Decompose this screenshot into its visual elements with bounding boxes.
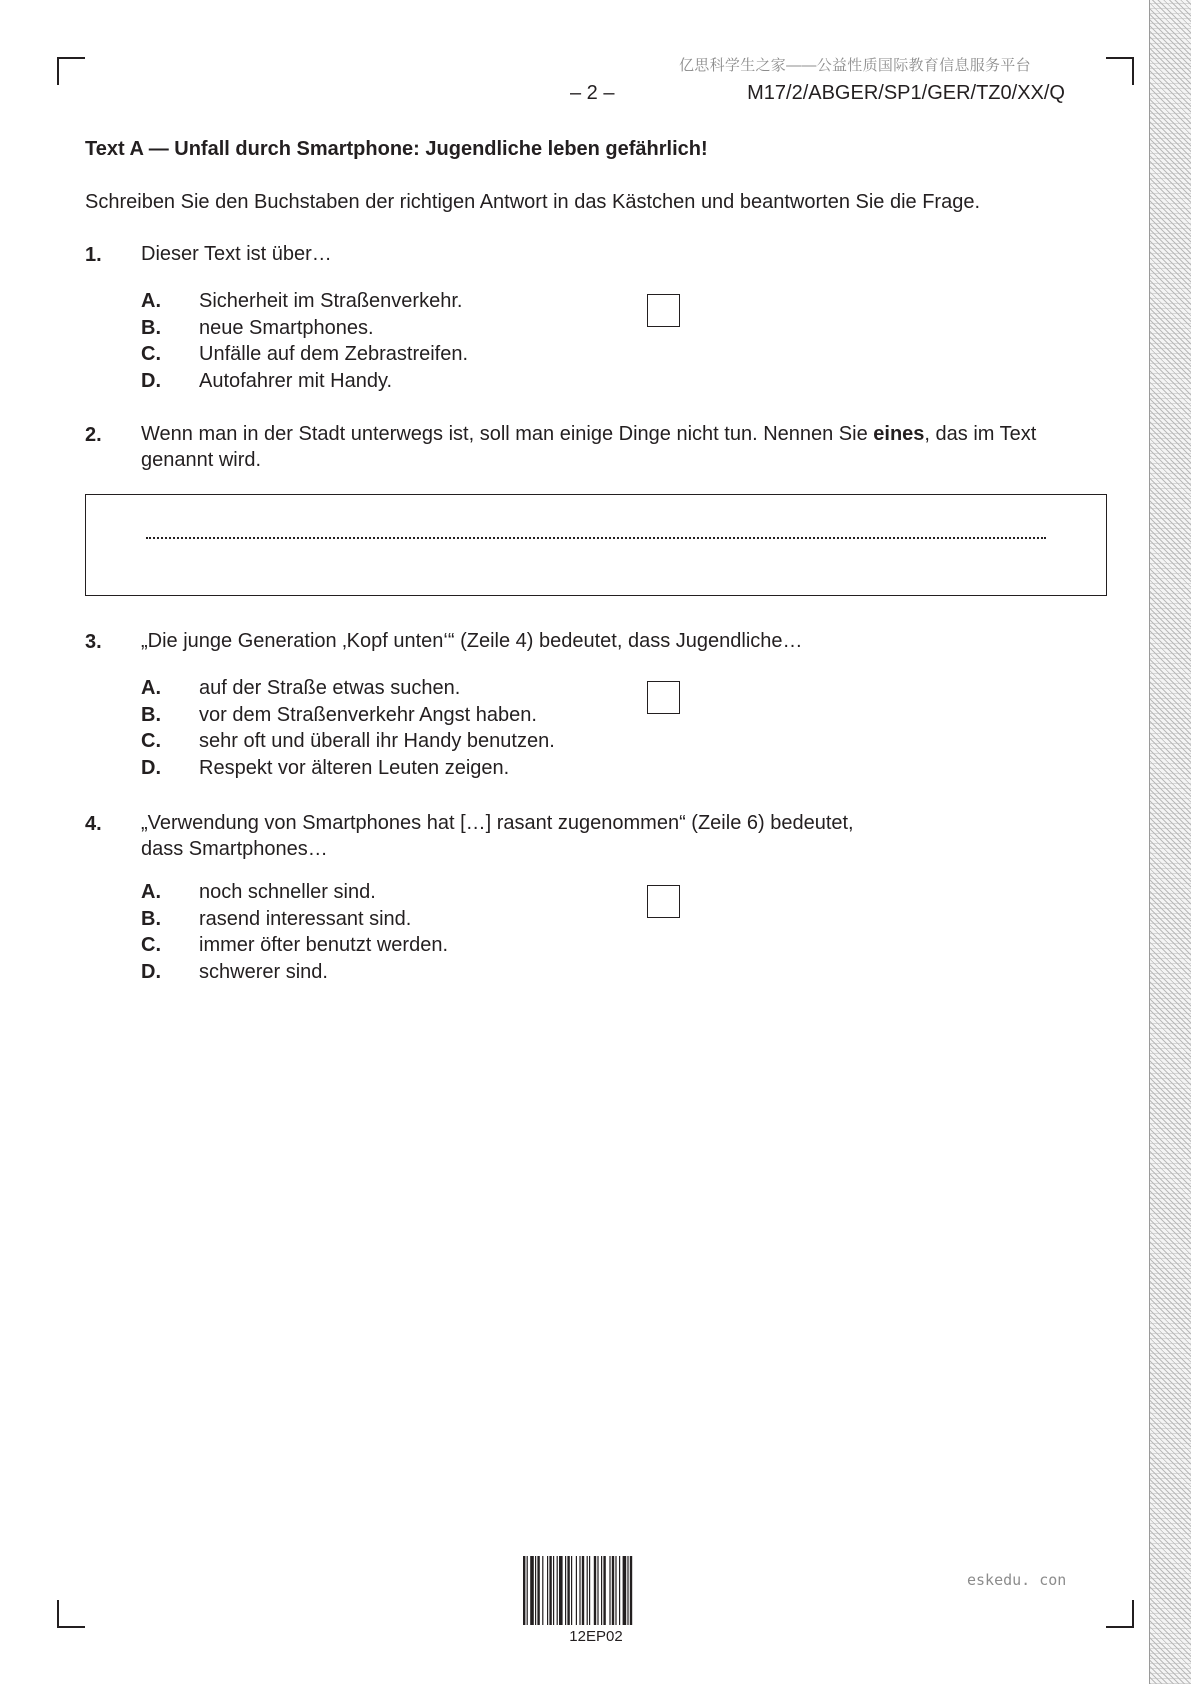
option-letter: D. bbox=[141, 756, 161, 779]
option-letter: B. bbox=[141, 703, 161, 726]
question-number: 4. bbox=[85, 813, 102, 835]
option-text: noch schneller sind. bbox=[199, 881, 376, 903]
answer-box-q4[interactable] bbox=[647, 885, 680, 918]
option-letter: A. bbox=[141, 290, 161, 312]
option-item bbox=[141, 879, 448, 906]
barcode-label: 12EP02 bbox=[569, 1628, 623, 1645]
option-item bbox=[141, 675, 555, 702]
crop-mark-top-right bbox=[1106, 57, 1134, 85]
question-text: „Verwendung von Smartphones hat […] rasant zugenommen“ (Zeile 6) bedeutet, dass Smartphones… bbox=[141, 812, 854, 860]
option-text: immer öfter benutzt werden. bbox=[199, 934, 448, 956]
option-item bbox=[141, 906, 448, 933]
option-list bbox=[141, 288, 468, 394]
option-item bbox=[141, 932, 448, 959]
question-number: 2. bbox=[85, 424, 102, 446]
option-item bbox=[141, 288, 468, 315]
option-letter: C. bbox=[141, 343, 161, 365]
option-letter: D. bbox=[141, 369, 161, 392]
dotted-answer-line bbox=[146, 521, 1046, 539]
option-text: rasend interessant sind. bbox=[199, 907, 412, 930]
option-item bbox=[141, 755, 555, 782]
option-text: vor dem Straßenverkehr Angst haben. bbox=[199, 703, 537, 726]
option-letter: B. bbox=[141, 907, 161, 930]
crop-mark-bottom-right bbox=[1106, 1600, 1134, 1628]
option-text: schwerer sind. bbox=[199, 960, 328, 983]
option-list bbox=[141, 879, 448, 985]
paper-code: M17/2/ABGER/SP1/GER/TZ0/XX/Q bbox=[747, 82, 1065, 104]
instruction: Schreiben Sie den Buchstaben der richtigen Antwort in das Kästchen und beantworten Sie die Frage. bbox=[85, 191, 981, 213]
answer-box-q1[interactable] bbox=[647, 294, 680, 327]
option-item bbox=[141, 341, 468, 368]
question-number: 1. bbox=[85, 244, 102, 266]
option-item bbox=[141, 315, 468, 342]
option-text: Respekt vor älteren Leuten zeigen. bbox=[199, 756, 510, 779]
option-letter: B. bbox=[141, 316, 161, 339]
question-text: Dieser Text ist über… bbox=[141, 243, 332, 265]
site-watermark: eskedu. con bbox=[967, 1571, 1067, 1589]
watermark-text: 亿思科学生之家——公益性质国际教育信息服务平台 bbox=[679, 57, 1031, 74]
option-text: Autofahrer mit Handy. bbox=[199, 369, 393, 392]
option-text: Sicherheit im Straßenverkehr. bbox=[199, 290, 463, 312]
question-text: „Die junge Generation ‚Kopf unten‘“ (Zeile 4) bedeutet, dass Jugendliche… bbox=[141, 630, 803, 652]
option-letter: A. bbox=[141, 881, 161, 903]
option-item bbox=[141, 702, 555, 729]
answer-box-q3[interactable] bbox=[647, 681, 680, 714]
option-letter: A. bbox=[141, 677, 161, 699]
option-letter: C. bbox=[141, 934, 161, 956]
option-text: Unfälle auf dem Zebrastreifen. bbox=[199, 343, 469, 365]
crop-mark-bottom-left bbox=[57, 1600, 85, 1628]
option-list bbox=[141, 675, 555, 781]
option-text: neue Smartphones. bbox=[199, 316, 374, 339]
option-item bbox=[141, 728, 555, 755]
question-text: Wenn man in der Stadt unterwegs ist, soll man einige Dinge nicht tun. Nennen Sie eines, das im Text genannt wird. bbox=[141, 423, 1037, 471]
text-title: Text A — Unfall durch Smartphone: Jugendliche leben gefährlich! bbox=[85, 138, 708, 160]
option-letter: D. bbox=[141, 960, 161, 983]
option-letter: C. bbox=[141, 730, 161, 752]
crop-mark-top-left bbox=[57, 57, 85, 85]
page-number: – 2 – bbox=[570, 82, 615, 104]
option-item bbox=[141, 959, 448, 986]
option-item bbox=[141, 368, 468, 395]
answer-write-box-q2[interactable] bbox=[85, 494, 1107, 596]
option-text: auf der Straße etwas suchen. bbox=[199, 677, 461, 699]
option-text: sehr oft und überall ihr Handy benutzen. bbox=[199, 730, 555, 752]
margin-strip bbox=[1149, 0, 1191, 1684]
barcode bbox=[523, 1556, 669, 1625]
question-number: 3. bbox=[85, 631, 102, 653]
